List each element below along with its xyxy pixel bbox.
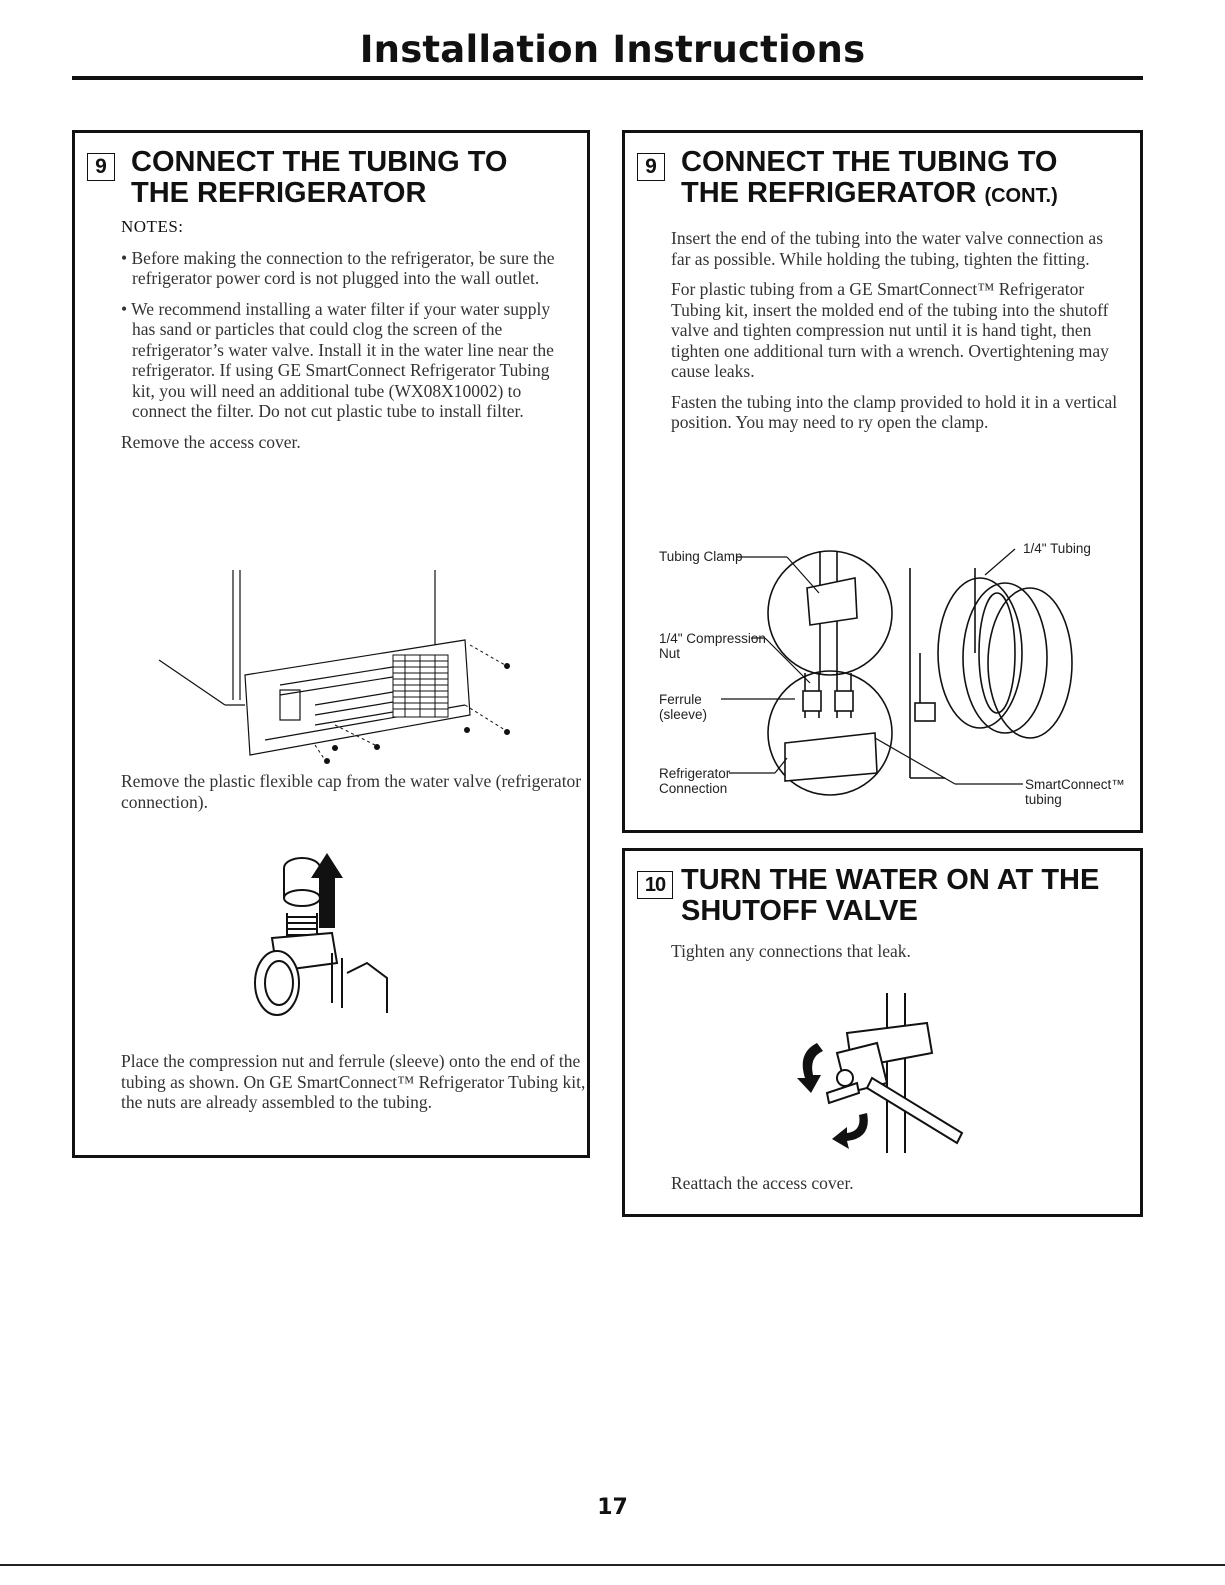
callout-refrigerator-connection-line2: Connection bbox=[659, 781, 728, 796]
callout-smartconnect-line2: tubing bbox=[1025, 792, 1062, 807]
step-10-heading bbox=[625, 865, 1140, 927]
notes-label: NOTES: bbox=[121, 217, 184, 236]
step-title: CONNECT THE TUBING TO THE REFRIGERATOR bbox=[131, 146, 508, 209]
title-rule bbox=[72, 76, 1143, 80]
callout-smartconnect-line1: SmartConnect™ bbox=[1025, 777, 1125, 792]
note-bullet-power: • Before making the connection to the refrigerator, be sure the refrigerator power cord is not plugged into the wall outlet. bbox=[121, 247, 555, 288]
page-title: Installation Instructions bbox=[359, 28, 866, 71]
step-title-suffix: (CONT.) bbox=[984, 185, 1058, 207]
place-nut-text: Place the compression nut and ferrule (sleeve) onto the end of the tubing as shown. On GE SmartConnect™ Refrigerator Tubing kit, the nuts are already assembled to the tubing. bbox=[121, 1051, 586, 1112]
rotate-arrow-icon bbox=[832, 1113, 868, 1149]
step-number-badge: 10 bbox=[637, 871, 673, 899]
step-9-heading bbox=[75, 147, 587, 209]
callout-compression-nut-line2: Nut bbox=[659, 646, 681, 661]
shutoff-valve-illustration bbox=[777, 983, 977, 1163]
tighten-text: Tighten any connections that leak. bbox=[671, 941, 911, 961]
bottom-rule bbox=[0, 1564, 1225, 1566]
tubing-connection-diagram bbox=[625, 533, 1140, 813]
place-nut-block bbox=[121, 1051, 591, 1123]
page-number: 17 bbox=[597, 1495, 628, 1520]
callout-tubing-clamp: Tubing Clamp bbox=[659, 549, 743, 564]
step-10-box bbox=[622, 848, 1143, 1217]
step-10-body bbox=[671, 941, 1124, 962]
rotate-arrow-icon bbox=[797, 1043, 823, 1093]
access-cover-illustration bbox=[75, 565, 587, 765]
remove-cover-text: Remove the access cover. bbox=[121, 431, 301, 452]
plastic-tubing-text: For plastic tubing from a GE SmartConnect™ Refrigerator Tubing kit, insert the molded end of the tubing into the shutoff valve and tighten compression nut until it is hand tight, then tighten one additional turn with a wrench. Overtightening may cause leaks. bbox=[671, 279, 1109, 381]
callout-quarter-tubing: 1/4" Tubing bbox=[1023, 541, 1091, 556]
step-title bbox=[681, 147, 1121, 212]
step-title: TURN THE WATER ON AT THE SHUTOFF VALVE bbox=[681, 864, 1100, 927]
step-number-badge: 9 bbox=[637, 153, 665, 181]
insert-tubing-text: Insert the end of the tubing into the water valve connection as far as possible. While holding the tubing, tighten the fitting. bbox=[671, 228, 1104, 269]
reattach-text: Reattach the access cover. bbox=[671, 1173, 854, 1193]
callout-refrigerator-connection-line1: Refrigerator bbox=[659, 766, 731, 781]
water-valve-cap-illustration bbox=[247, 843, 447, 1023]
step-9-cont-box bbox=[622, 130, 1143, 833]
reattach-block bbox=[671, 1173, 1141, 1204]
step-9-cont-heading bbox=[625, 147, 1140, 212]
step-9-body bbox=[121, 217, 571, 452]
step-9-cont-body bbox=[671, 228, 1124, 433]
fasten-clamp-text: Fasten the tubing into the clamp provided to hold it in a vertical position. You may need to ry open the clamp. bbox=[671, 391, 1118, 432]
remove-cap-block bbox=[121, 771, 591, 822]
callout-ferrule-line1: Ferrule bbox=[659, 692, 702, 707]
step-9-left-box bbox=[72, 130, 590, 1158]
callout-ferrule-line2: (sleeve) bbox=[659, 707, 708, 722]
remove-cap-text: Remove the plastic flexible cap from the water valve (refrigerator connection). bbox=[121, 771, 582, 812]
note-bullet-filter: • We recommend installing a water filter if your water supply has sand or particles that could clog the screen of the refrigerator’s water valve. Install it in the water line near the refrigerator. If using GE SmartConnect Refrigerator Tubing kit, you will need an additional tube (WX08X10002) to connect the filter. Do not cut plastic tube to install filter. bbox=[121, 298, 554, 421]
step-title-text: CONNECT THE TUBING TO THE REFRIGERATOR bbox=[681, 146, 1058, 209]
step-number-badge: 9 bbox=[87, 153, 115, 181]
callout-compression-nut-line1: 1/4" Compression bbox=[659, 631, 766, 646]
